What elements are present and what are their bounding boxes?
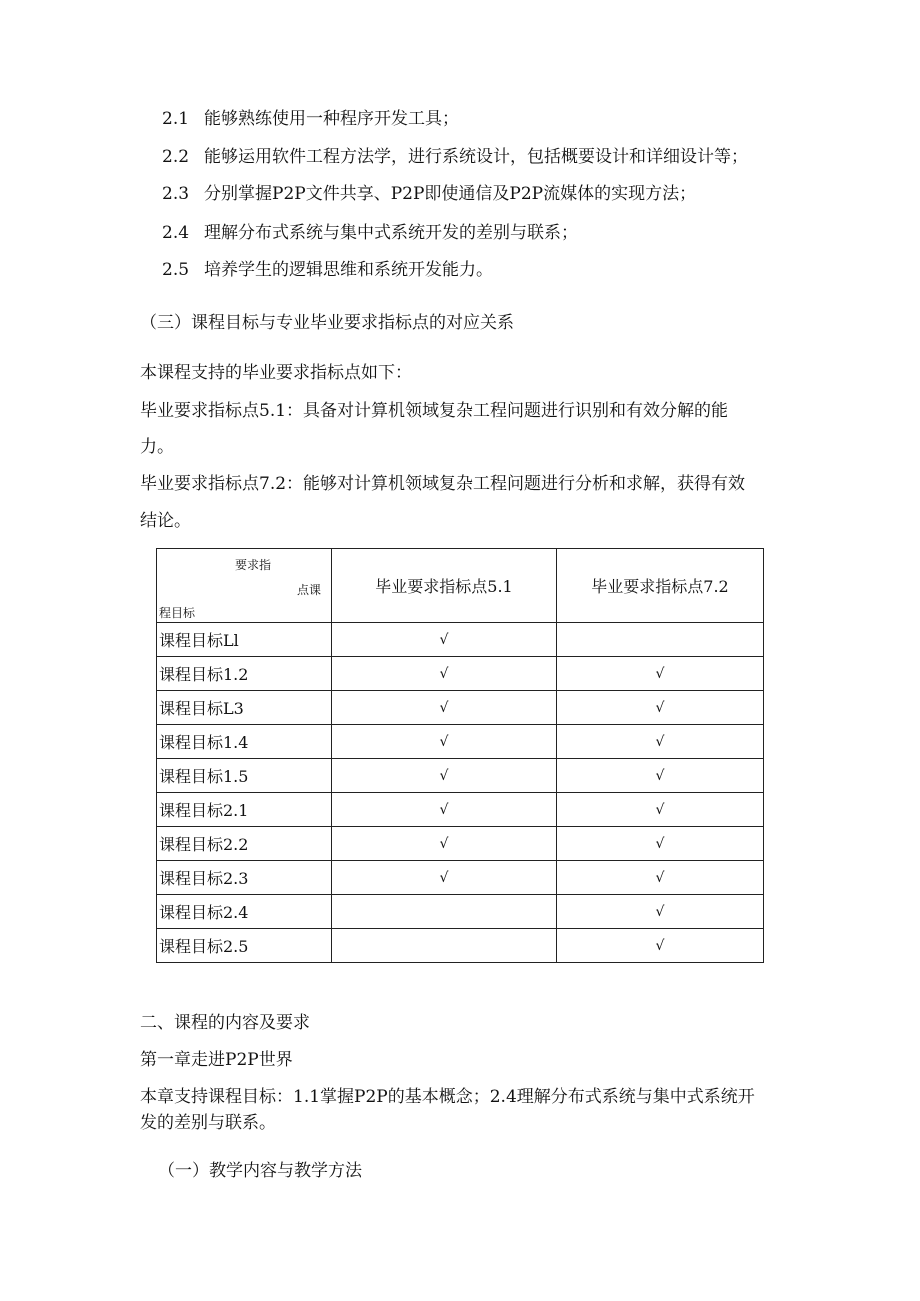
corner-label-mid: 点课 <box>297 583 322 597</box>
table-row <box>157 657 764 691</box>
corner-label-bottom: 程目标 <box>159 606 196 620</box>
table-corner-cell <box>157 549 332 623</box>
check-7-2 <box>557 623 764 657</box>
row-label: 课程目标1.2 <box>157 657 332 691</box>
check-7-2: √ <box>557 895 764 929</box>
requirement-7-2-line1: 毕业要求指标点7.2：能够对计算机领域复杂工程问题进行分析和求解，获得有效 <box>140 474 746 494</box>
check-7-2: √ <box>557 861 764 895</box>
row-label: 课程目标2.3 <box>157 861 332 895</box>
row-label: 课程目标1.5 <box>157 759 332 793</box>
table-row <box>157 861 764 895</box>
section-two-heading: 二、课程的内容及要求 <box>140 1013 310 1033</box>
check-7-2: √ <box>557 827 764 861</box>
objective-number: 2.1 <box>162 109 190 129</box>
check-5-1: √ <box>332 759 557 793</box>
check-5-1: √ <box>332 827 557 861</box>
check-5-1: √ <box>332 691 557 725</box>
check-7-2: √ <box>557 793 764 827</box>
corner-label-top: 要求指 <box>235 558 272 572</box>
objective-number: 2.5 <box>162 260 190 280</box>
table-row <box>157 827 764 861</box>
check-5-1 <box>332 929 557 963</box>
table-row <box>157 929 764 963</box>
row-label: 课程目标2.4 <box>157 895 332 929</box>
table-row <box>157 725 764 759</box>
objective-number: 2.3 <box>162 184 190 204</box>
chapter-1-title: 第一章走进P2P世界 <box>140 1050 293 1070</box>
objective-text: 分别掌握P2P文件共享、P2P即使通信及P2P流媒体的实现方法； <box>204 184 697 204</box>
table-row <box>157 793 764 827</box>
check-5-1: √ <box>332 725 557 759</box>
table-header-row <box>157 549 764 623</box>
chapter-1-support-line2: 发的差别与联系。 <box>140 1113 276 1133</box>
requirement-5-1-line2: 力。 <box>140 437 174 457</box>
row-label: 课程目标Ll <box>157 623 332 657</box>
row-label: 课程目标2.1 <box>157 793 332 827</box>
objective-number: 2.2 <box>162 147 190 167</box>
table-row <box>157 623 764 657</box>
check-5-1 <box>332 895 557 929</box>
table-row <box>157 691 764 725</box>
objective-item-2-2 <box>162 146 748 168</box>
check-5-1: √ <box>332 657 557 691</box>
row-label: 课程目标L3 <box>157 691 332 725</box>
check-7-2: √ <box>557 657 764 691</box>
column-header-5-1: 毕业要求指标点5.1 <box>332 549 557 623</box>
check-7-2: √ <box>557 929 764 963</box>
objective-item-2-3 <box>162 183 696 205</box>
row-label: 课程目标2.5 <box>157 929 332 963</box>
objective-requirement-table <box>156 548 764 963</box>
check-5-1: √ <box>332 861 557 895</box>
check-7-2: √ <box>557 691 764 725</box>
objective-item-2-1 <box>162 108 459 130</box>
support-intro: 本课程支持的毕业要求指标点如下： <box>140 363 412 383</box>
objective-text: 能够熟练使用一种程序开发工具； <box>204 109 459 129</box>
objective-item-2-4 <box>162 222 578 244</box>
row-label: 课程目标1.4 <box>157 725 332 759</box>
section-3-heading: （三）课程目标与专业毕业要求指标点的对应关系 <box>140 313 514 333</box>
objective-text: 理解分布式系统与集中式系统开发的差别与联系； <box>204 223 578 243</box>
check-5-1: √ <box>332 793 557 827</box>
requirement-7-2-line2: 结论。 <box>140 511 191 531</box>
objective-text: 能够运用软件工程方法学，进行系统设计，包括概要设计和详细设计等； <box>204 147 748 167</box>
check-5-1: √ <box>332 623 557 657</box>
row-label: 课程目标2.2 <box>157 827 332 861</box>
subsection-1-heading: （一）教学内容与教学方法 <box>158 1161 362 1181</box>
table-row <box>157 895 764 929</box>
column-header-7-2: 毕业要求指标点7.2 <box>557 549 764 623</box>
objective-text: 培养学生的逻辑思维和系统开发能力。 <box>204 260 493 280</box>
objective-item-2-5 <box>162 259 493 281</box>
objective-number: 2.4 <box>162 223 190 243</box>
table-row <box>157 759 764 793</box>
chapter-1-support-line1: 本章支持课程目标：1.1掌握P2P的基本概念；2.4理解分布式系统与集中式系统开 <box>140 1087 755 1107</box>
check-7-2: √ <box>557 725 764 759</box>
check-7-2: √ <box>557 759 764 793</box>
requirement-5-1-line1: 毕业要求指标点5.1：具备对计算机领域复杂工程问题进行识别和有效分解的能 <box>140 401 729 421</box>
